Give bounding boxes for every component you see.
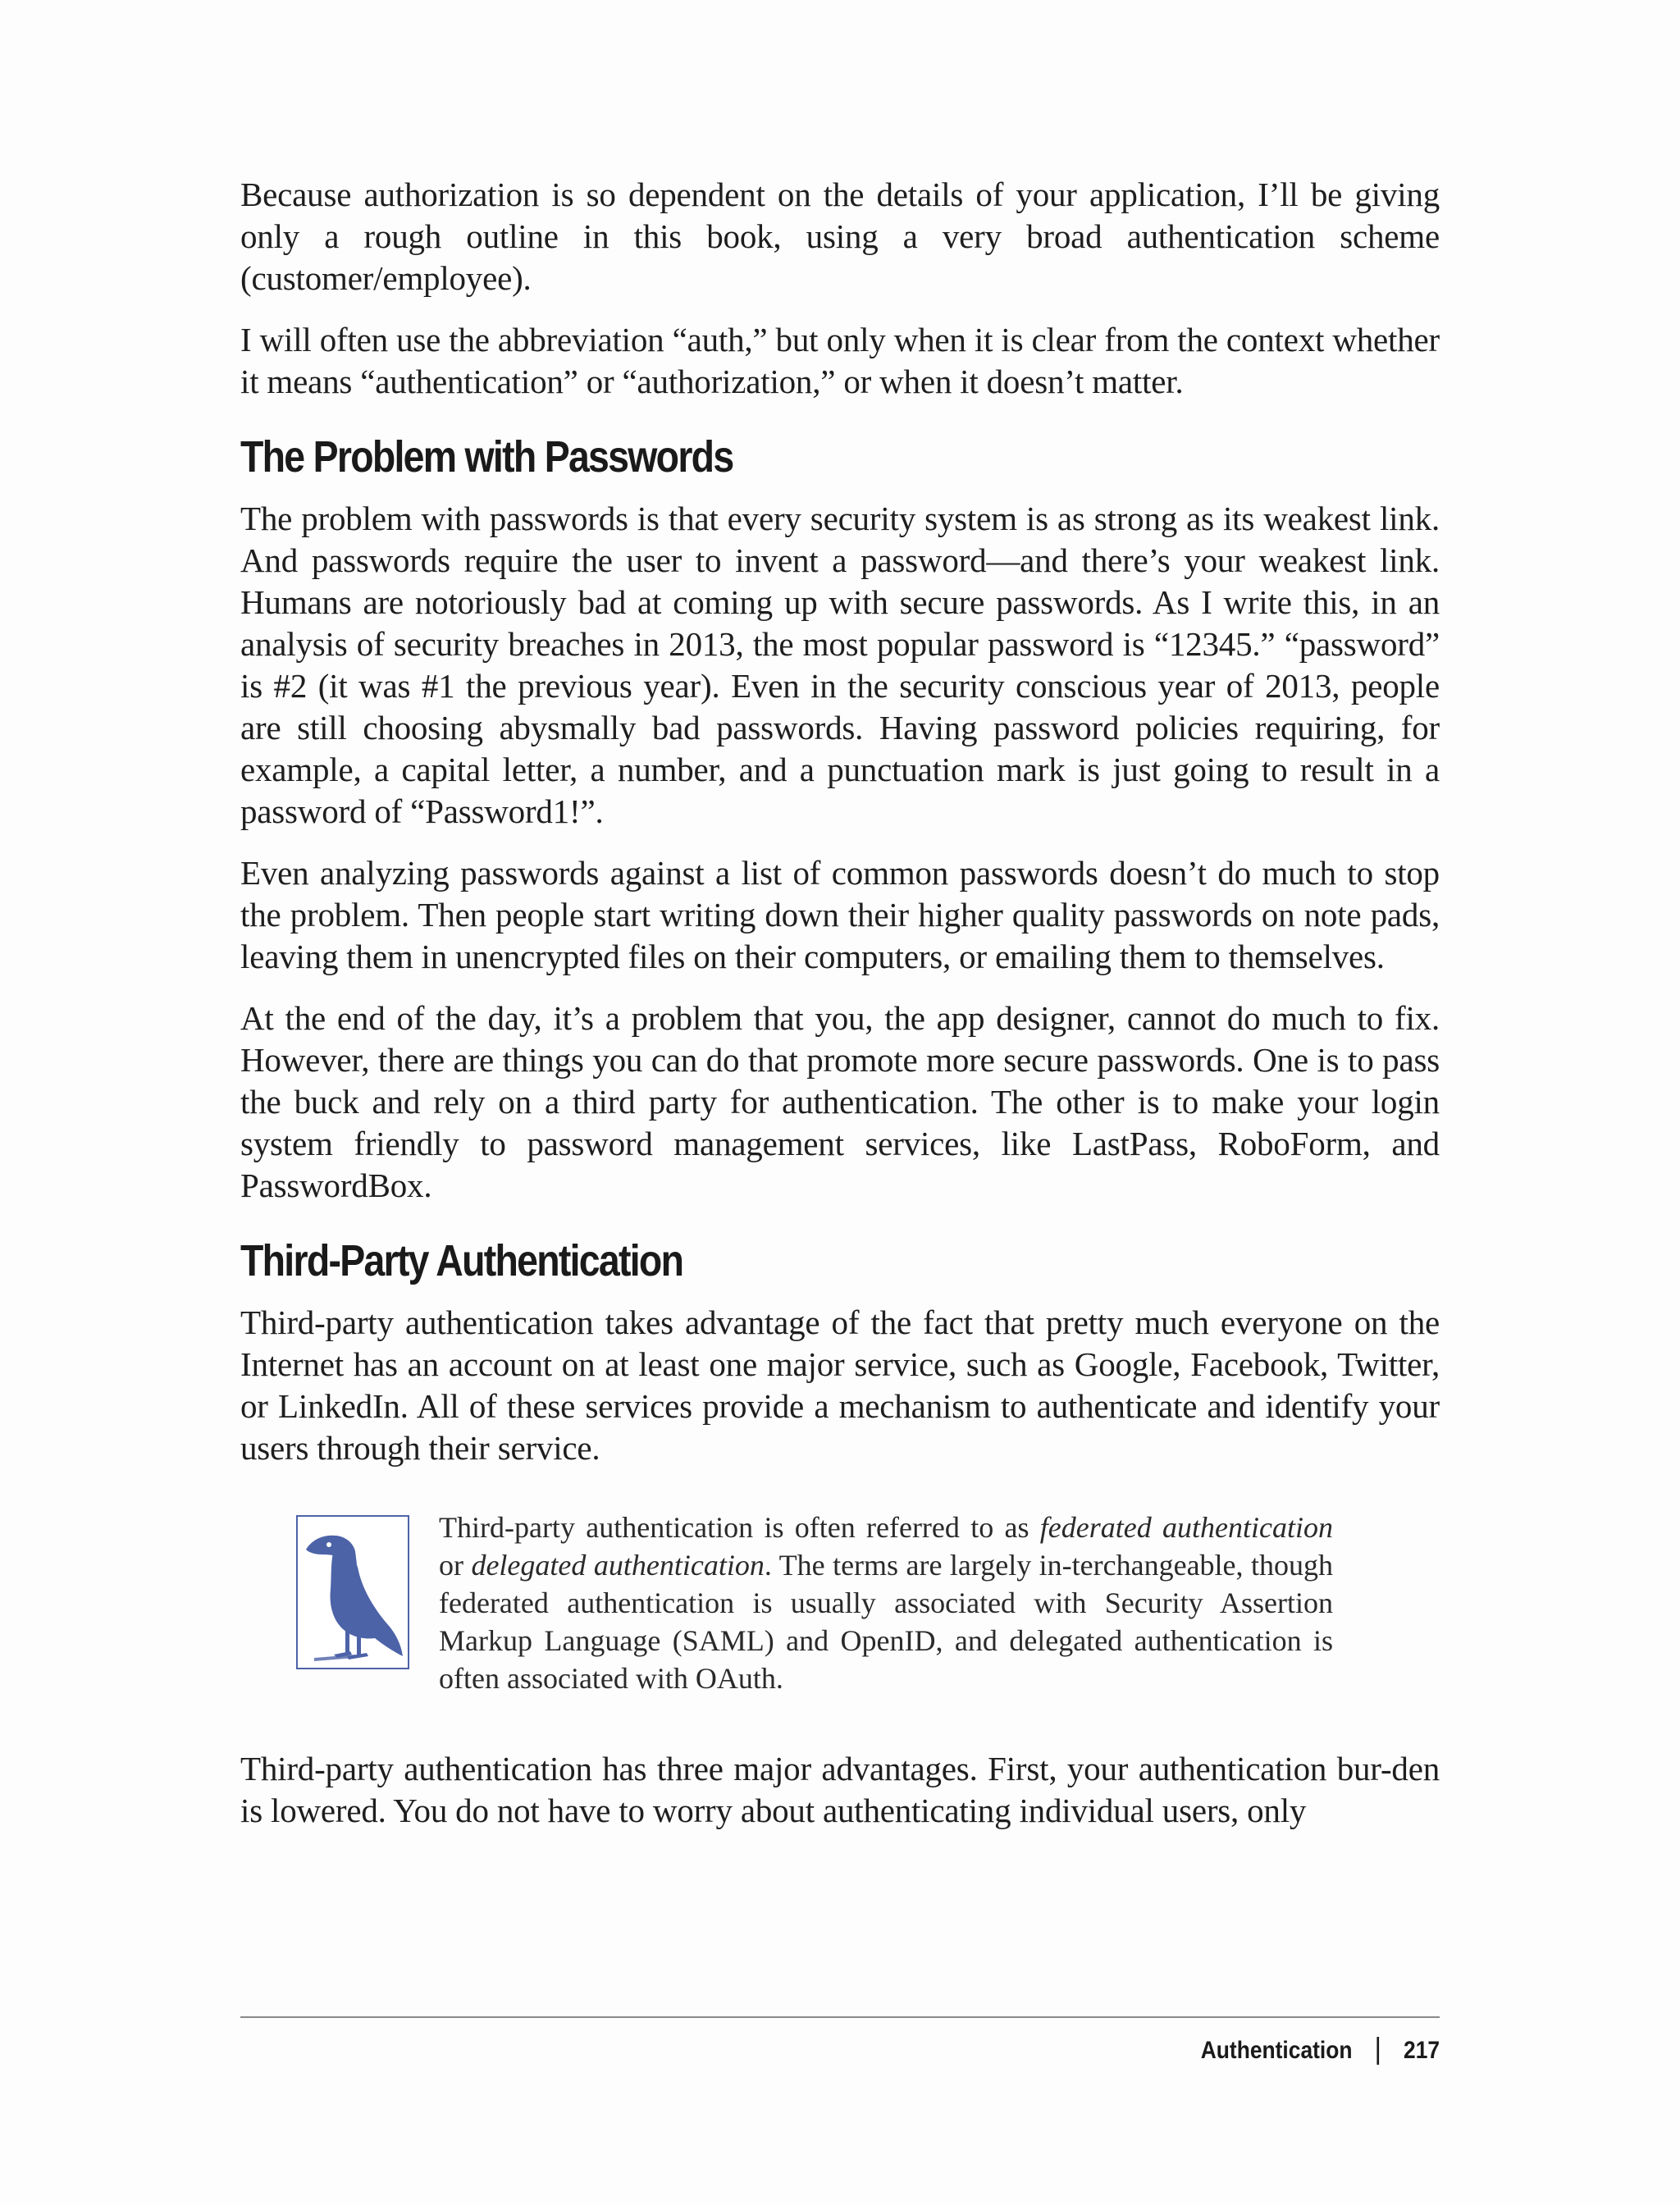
third-party-paragraph-2: Third-party authentication has three major advantages. First, your authentication bur-den is lowered. You do not have to worry about authenticating individual users, only [240, 1750, 1440, 1829]
note-term-delegated: delegated authentication [471, 1549, 765, 1582]
note-text [439, 1509, 1333, 1697]
note-text-part3: . The terms are largely in-terchangeable, though federated authentication is usually associated with Security Assertion Markup Language (SAML) and OpenID, and delegated authentication is often associated with OAuth. [439, 1549, 1333, 1695]
note-text-part2: or [439, 1549, 472, 1582]
note-text-part1: Third-party authentication is often referred to as [439, 1511, 1040, 1544]
third-party-paragraph-1: Third-party authentication takes advantage of the fact that pretty much everyone on the Internet has an account on at least one major service, such as Google, Facebook, Twitter, or LinkedIn. All of these services provide a mechanism to authenticate and identify your users through their service. [240, 1303, 1440, 1467]
footer-divider [1376, 2037, 1379, 2065]
passwords-paragraph-3: At the end of the day, it’s a problem that you, the app designer, cannot do much to fix. However, there are things you can do that promote more secure passwords. One is to pass the buck and rely on a third party for authentication. The other is to make your login system friendly to password management services, like LastPass, RoboForm, and PasswordBox. [240, 999, 1440, 1204]
section-heading-third-party: Third-Party Authentication [240, 1236, 683, 1285]
passwords-paragraph-1: The problem with passwords is that every security system is as strong as its weakest link. And passwords require the user to invent a password—and there’s your weakest link. Humans are notoriously bad at coming up with secure passwords. As I write this, in an analysis of security breaches in 2013, the most popular password is “12345.” “password” is #2 (it was #1 the previous year). Even in the security conscious year of 2013, people are still choosing abysmally bad passwords. Having password policies requiring, for example, a capital letter, a number, and a punctuation mark is just going to result in a password of “Password1!”. [240, 500, 1440, 830]
note-term-federated: federated authentication [1039, 1511, 1333, 1544]
intro-paragraph-1: Because authorization is so dependent on the details of your application, I’ll be giving only a rough outline in this book, using a very broad authentication scheme (customer/employee). [240, 176, 1440, 297]
passwords-paragraph-2: Even analyzing passwords against a list of common passwords doesn’t do much to stop the problem. Then people start writing down their higher quality passwords on note pads, leaving them in unencrypted files on their computers, or emailing them to themselves. [240, 854, 1440, 975]
footer-chapter-title: Authentication [1200, 2037, 1353, 2064]
footer-page-number: 217 [1403, 2037, 1440, 2064]
page-content [240, 174, 1440, 1851]
note-callout [240, 1509, 1440, 1702]
section-heading-passwords: The Problem with Passwords [240, 432, 733, 482]
footer-running-head [1201, 2034, 1440, 2067]
crow-icon [296, 1515, 409, 1669]
intro-paragraph-2: I will often use the abbreviation “auth,” but only when it is clear from the context whether it means “authentication” or “authorization,” or when it doesn’t matter. [240, 321, 1440, 400]
page-footer [240, 2016, 1440, 2084]
